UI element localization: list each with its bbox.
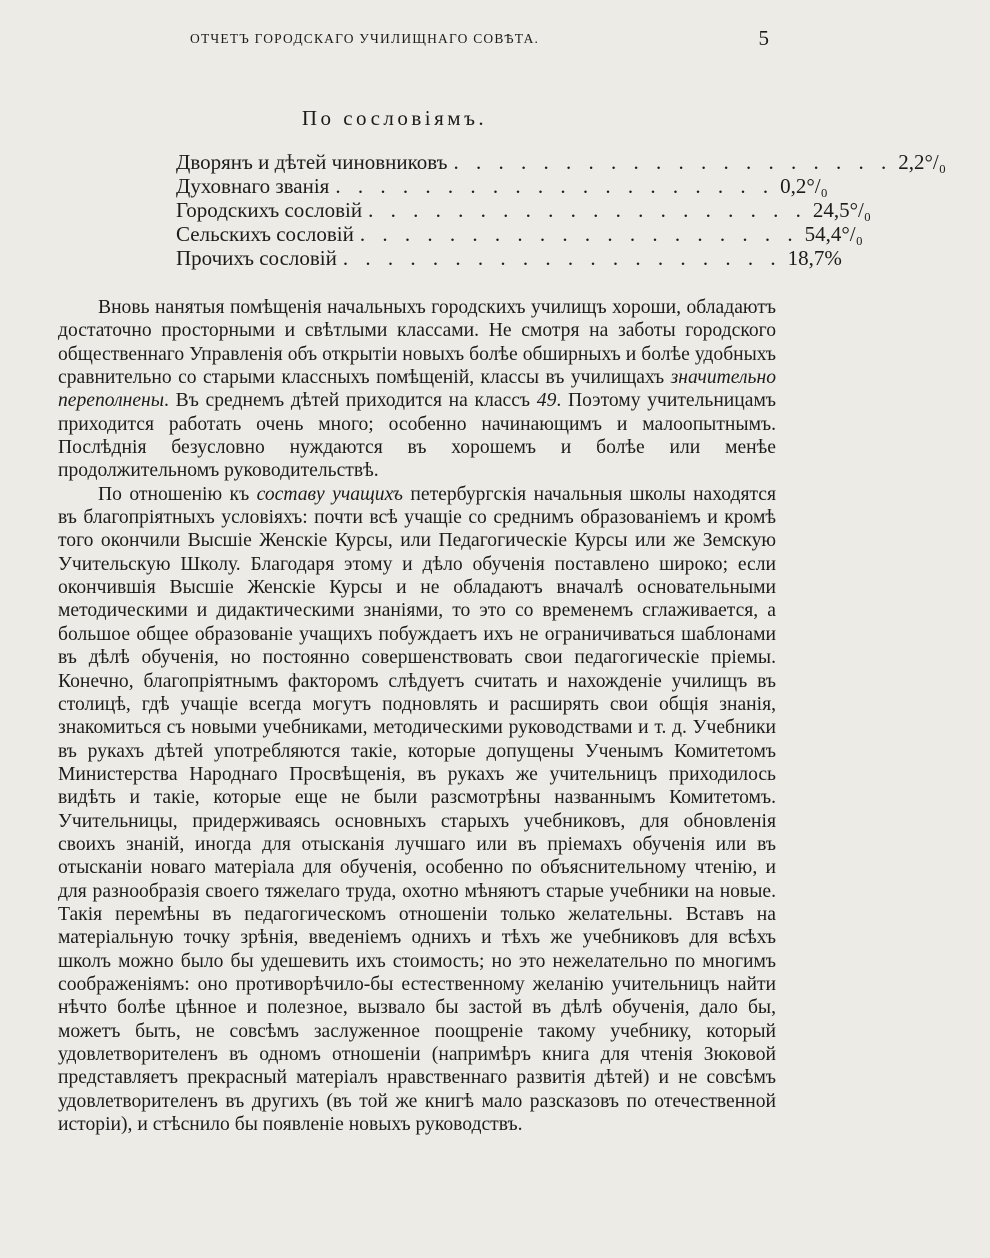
estate-label: Сельскихъ сословій [176,222,354,246]
leader-dots: . . . . . . . . . . . . . . . . . . . . [335,174,775,198]
running-head: ОТЧЕТЪ ГОРОДСКАГО УЧИЛИЩНАГО СОВѢТА. [190,31,540,46]
leader-dots: . . . . . . . . . . . . . . . . . . . . [359,222,799,246]
paragraph-teachers [58,483,776,1137]
estate-value: 0,2°/₀ [780,174,828,198]
estate-row [176,222,863,246]
text-run: петербургскія начальныя школы находятся въ благопріятныхъ условіяхъ: почти всѣ учащіе со среднимъ образованіемъ и кромѣ того окончили Высшіе Женскіе Курсы, или Педагогическіе Курсы или же Земскую Учительскую Школу. Благодаря этому и дѣло обученія поставлено широко; если окончившія Высшіе Женскіе Курсы и не обладаютъ вначалѣ основательными методическими и дидактическими знаніями, то это со временемъ сглаживается, а большое общее образованіе учащихъ побуждаетъ ихъ не ограничиваться шаблонами въ дѣлѣ обученія, но постоянно совершенствовать свои педагогическіе пріемы. Конечно, благопріятнымъ факторомъ слѣдуетъ считать и нахожденіе училищъ въ столицѣ, гдѣ учащіе всегда могутъ подновлять и расширять свои общія знанія, знакомиться съ новыми учебниками, методическими руководствами и т. д. Учебники въ рукахъ дѣтей употребляются такіе, которые допущены Ученымъ Комитетомъ Министерства Народнаго Просвѣщенія, въ рукахъ же учительницъ приходилось видѣть и такіе, которые еще не были разсмотрѣны названнымъ Комитетомъ. Учительницы, придерживаясь основныхъ старыхъ учебниковъ, для обновленія своихъ знаній, иногда для отысканія лучшаго или въ пріемахъ обученія или въ отысканіи новаго матеріала для обученія, особенно по объяснительному чтенію, и для разнообразія своего тяжелаго труда, охотно мѣняютъ старые учебники на новые. Такія перемѣны въ педагогическомъ отношеніи только желательны. Вставъ на матеріальную точку зрѣнія, введеніемъ однихъ и тѣхъ же учебниковъ для всѣхъ школъ можно было бы удешевить ихъ стоимость; но это нежелательно по многимъ соображеніямъ: оно противорѣчило-бы естественному желанію учительницъ найти нѣчто болѣе цѣнное и полезное, вызвало бы застой въ дѣлѣ обученія, дало бы, можетъ быть, не совсѣмъ заслуженное поощреніе такому учебнику, который удовлетворителенъ въ одномъ отношеніи (напримѣръ книга для чтенія Зюковой представляетъ прекрасный матеріалъ нравственнаго развитія дѣтей) и не совсѣмъ удовлетворителенъ въ другихъ (въ той же книгѣ мало разсказовъ по отечественной исторіи), и стѣснило бы появленіе новыхъ руководствъ. [58,483,777,1136]
estate-value: 2,2°/₀ [898,150,947,174]
emphasis-text: составу учащихъ [256,483,403,505]
leader-dots: . . . . . . . . . . . . . . . . . . . . [368,198,807,222]
text-run: Вновь нанятыя помѣщенія начальныхъ городскихъ училищъ хороши, обладаютъ достаточно просторными и свѣтлыми классами. Не смотря на заботы городского общественнаго Управленія объ открытіи новыхъ болѣе обширныхъ и болѣе удобныхъ сравнительно со старыми классныхъ помѣщеній, классы въ училищахъ [58,297,776,389]
text-run: По отношенію къ [98,483,257,505]
estate-label: Городскихъ сословій [176,198,363,222]
estate-label: Дворянъ и дѣтей чиновниковъ [176,150,448,174]
estate-row [176,150,947,174]
emphasis-text: значительно переполнены [58,367,776,412]
estate-row [176,246,842,270]
estate-label: Прочихъ сословій [176,246,337,270]
estate-value: 24,5°/₀ [812,198,872,222]
estate-row [176,198,872,222]
estate-row [176,174,828,198]
page-number: 5 [758,26,769,50]
emphasis-number: 49 [536,390,557,412]
leader-dots: . . . . . . . . . . . . . . . . . . . . [342,246,782,270]
leader-dots: . . . . . . . . . . . . . . . . . . . . [453,150,893,174]
text-run: . Поэтому учительницамъ приходится работать очень много; особенно начинающимъ и малоопытнымъ. Послѣднія безусловно нуждаются въ хорошемъ и болѣе или менѣе продолжительномъ руководительствѣ. [58,390,776,482]
estates-table [176,150,947,270]
estate-value: 54,4°/₀ [804,222,863,246]
text-run: . Въ среднемъ дѣтей приходится на классъ [164,390,537,412]
estate-value: 18,7% [787,246,842,270]
body-text [58,296,776,1136]
paragraph-premises [58,296,776,483]
estate-label: Духовнаго званія [176,174,330,198]
section-title: По сословіямъ. [301,106,488,130]
